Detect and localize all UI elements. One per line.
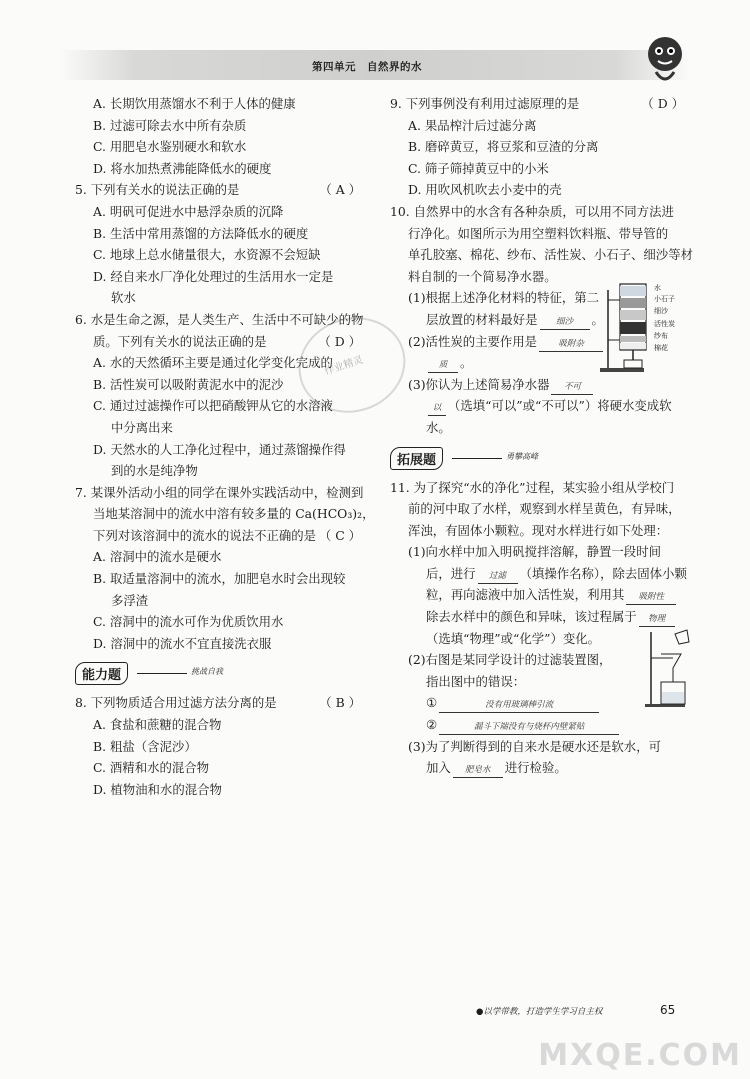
watermark: MXQE.COM [538, 1038, 742, 1073]
q6-option-c: C. 通过过滤操作可以把硝酸钾从它的水溶液 [93, 398, 333, 414]
page-number: 65 [660, 1003, 676, 1017]
q6-option-b: B. 活性炭可以吸附黄泥水中的泥沙 [93, 376, 284, 392]
q5-option-a: A. 明矾可促进水中悬浮杂质的沉降 [93, 203, 284, 219]
q11-answer-4: 肥皂水 [453, 763, 503, 778]
q11-answer-1: 过滤 [478, 569, 518, 584]
section-badge: 能力题 [75, 662, 128, 685]
q10-part3-end: 水。 [426, 419, 451, 435]
section-rule [137, 673, 187, 674]
q11-part1-cont2: 粒，再向滤液中加入活性炭，利用其 吸附性 [390, 584, 690, 606]
q11-part1-cont3: 除去水样中的颜色和异味，该过程属于 物理 [390, 606, 690, 628]
q5-stem: 5. 下列有关水的说法正确的是 （ A ） [75, 179, 367, 201]
footer-slogan: ●以学带教，打造学生学习自主权 [476, 1007, 603, 1017]
q11-error-2: ② 漏斗下端没有与烧杯内壁紧贴 [390, 714, 690, 736]
q11-error-2-answer: 漏斗下端没有与烧杯内壁紧贴 [439, 720, 619, 735]
q6-option-d: D. 天然水的人工净化过程中，通过蒸馏操作得 [93, 441, 346, 457]
q6-option-c-cont: 中分离出来 [111, 419, 173, 435]
q10-part1-cont: 层放置的材料最好是 细沙 。 [390, 309, 690, 331]
q7-answer: （ C ） [318, 527, 361, 543]
label-sand: 细沙 [654, 307, 668, 315]
q10-stem-1: 10. 自然界中的水含有各种杂质，可以用不同方法进 [390, 203, 674, 219]
unit-title: 第四单元 自然界的水 [312, 61, 422, 73]
q10-stem-4: 料自制的一个简易净水器。 [408, 268, 557, 284]
q8-answer: （ B ） [319, 695, 361, 711]
q8-option-c: C. 酒精和水的混合物 [93, 760, 210, 776]
q6-option-d-cont: 到的水是纯净物 [111, 463, 198, 479]
q5-option-d: D. 经自来水厂净化处理过的生活用水一定是 [93, 268, 334, 284]
q11-part2: (2)右图是某同学设计的过滤装置图， [408, 652, 612, 668]
q9-option-a: A. 果品榨汁后过滤分离 [408, 117, 537, 133]
q6-option-a: A. 水的天然循环主要是通过化学变化完成的 [93, 355, 333, 371]
q8-option-b: B. 粗盐（含泥沙） [93, 738, 197, 754]
label-cotton: 棉花 [654, 344, 668, 352]
water-purifier-diagram [600, 280, 690, 375]
q7-stem-1: 7. 某课外活动小组的同学在课外实践活动中，检测到 [75, 484, 364, 500]
q7-option-a: A. 溶洞中的流水是硬水 [93, 549, 222, 565]
left-column [75, 93, 375, 800]
q6-stem-2: 质。下列有关水的说法正确的是 （ D ） [75, 331, 367, 353]
q9-option-b: B. 磨碎黄豆，将豆浆和豆渣的分离 [408, 139, 599, 155]
q5-option-b: B. 生活中常用蒸馏的方法降低水的硬度 [93, 225, 309, 241]
mascot-icon [640, 30, 690, 88]
q7-option-b: B. 取适量溶洞中的流水，加肥皂水时会出现较 [93, 571, 346, 587]
q11-error-1-answer: 没有用玻璃棒引流 [439, 698, 599, 713]
label-charcoal: 活性炭 [654, 320, 675, 328]
label-gauze: 纱布 [654, 332, 668, 340]
q9-option-c: C. 筛子筛掉黄豆中的小米 [408, 160, 549, 176]
q4-option-d: D. 将水加热煮沸能降低水的硬度 [93, 160, 272, 176]
section-rule [452, 458, 502, 459]
q11-answer-2: 吸附性 [626, 590, 676, 605]
section-subtitle: 勇攀高峰 [506, 451, 538, 461]
q11-part1: (1)向水样中加入明矾搅拌溶解，静置一段时间 [408, 544, 661, 560]
section-ability [75, 658, 367, 688]
q7-stem-3: 下列对该溶洞中的流水的说法不正确的是 （ C ） [75, 525, 367, 547]
q7-option-d: D. 溶洞中的流水不宜直接洗衣服 [93, 635, 272, 651]
q5-option-c: C. 地球上总水储量很大，水资源不会短缺 [93, 247, 321, 263]
q11-part1-cont4: （选填“物理”或“化学”）变化。 [426, 630, 601, 646]
q7-stem-2: 当地某溶洞中的流水中溶有较多量的 Ca(HCO₃)₂， [93, 506, 375, 522]
q10-answer-2: 吸附杂 [539, 337, 603, 352]
q4-option-b: B. 过滤可除去水中所有杂质 [93, 117, 247, 133]
q9-stem: 9. 下列事例没有利用过滤原理的是 （ D ） [390, 93, 690, 115]
page-header [60, 50, 690, 80]
q10-part2: (2)活性炭的主要作用是 吸附杂 [390, 331, 690, 353]
q10-part2-cont: 质 。 [390, 352, 690, 374]
q11-part3-cont: 加入 肥皂水 进行检验。 [390, 757, 690, 779]
q11-part3: (3)为了判断得到的自来水是硬水还是软水，可 [408, 738, 661, 754]
q7-option-b-cont: 多浮渣 [111, 592, 149, 608]
q6-stem-1: 6. 水是生命之源，是人类生产、生活中不可缺少的物 [75, 311, 364, 327]
q8-option-a: A. 食盐和蔗糖的混合物 [93, 717, 222, 733]
q8-stem: 8. 下列物质适合用过滤方法分离的是 （ B ） [75, 692, 367, 714]
q6-answer: （ D ） [318, 333, 361, 349]
q10-answer-1: 细沙 [540, 315, 590, 330]
section-subtitle: 挑战自我 [191, 667, 223, 677]
q11-part1-cont: 后，进行 过滤 （填操作名称），除去固体小颗 [390, 563, 690, 585]
q10-part3: (3)你认为上述简易净水器 不可 [390, 374, 690, 396]
filtration-apparatus-diagram [645, 628, 693, 708]
q11-error-1: ① 没有用玻璃棒引流 [390, 692, 690, 714]
q11-part2-cont: 指出图中的错误： [426, 673, 526, 689]
q4-option-c: C. 用肥皂水鉴别硬水和软水 [93, 139, 247, 155]
q10-stem-2: 行净化。如图所示为用空塑料饮料瓶、带导管的 [408, 225, 669, 241]
q11-stem-3: 浑浊，有固体小颗粒。现对水样进行如下处理： [408, 522, 669, 538]
q11-answer-3: 物理 [639, 612, 675, 627]
q11-stem-2: 前的河中取了水样，观察到水样呈黄色，有异味， [408, 501, 681, 517]
q10-answer-3: 不可 [551, 380, 593, 395]
section-extension [390, 443, 690, 473]
q7-option-c: C. 溶洞中的流水可作为优质饮用水 [93, 614, 284, 630]
q10-part1: (1)根据上述净化材料的特征，第二 [408, 290, 600, 306]
q5-answer: （ A ） [319, 182, 361, 198]
q10-part3-cont: 以 （选填“可以”或“不可以”）将硬水变成软 [390, 395, 690, 417]
q5-option-d-cont: 软水 [111, 290, 136, 306]
q11-stem-1: 11. 为了探究“水的净化”过程，某实验小组从学校门 [390, 479, 675, 495]
label-water: 水 [654, 284, 661, 292]
q9-answer: （ D ） [641, 96, 684, 111]
q8-option-d: D. 植物油和水的混合物 [93, 781, 222, 797]
section-badge: 拓展题 [390, 447, 443, 470]
stamp-mark: 作业精灵 [286, 304, 418, 427]
q10-stem-3: 单孔胶塞、棉花、纱布、活性炭、小石子、细沙等材 [408, 247, 693, 263]
label-pebbles: 小石子 [654, 295, 675, 303]
q9-option-d: D. 用吹风机吹去小麦中的壳 [408, 182, 562, 198]
q4-option-a: A. 长期饮用蒸馏水不利于人体的健康 [93, 96, 296, 111]
